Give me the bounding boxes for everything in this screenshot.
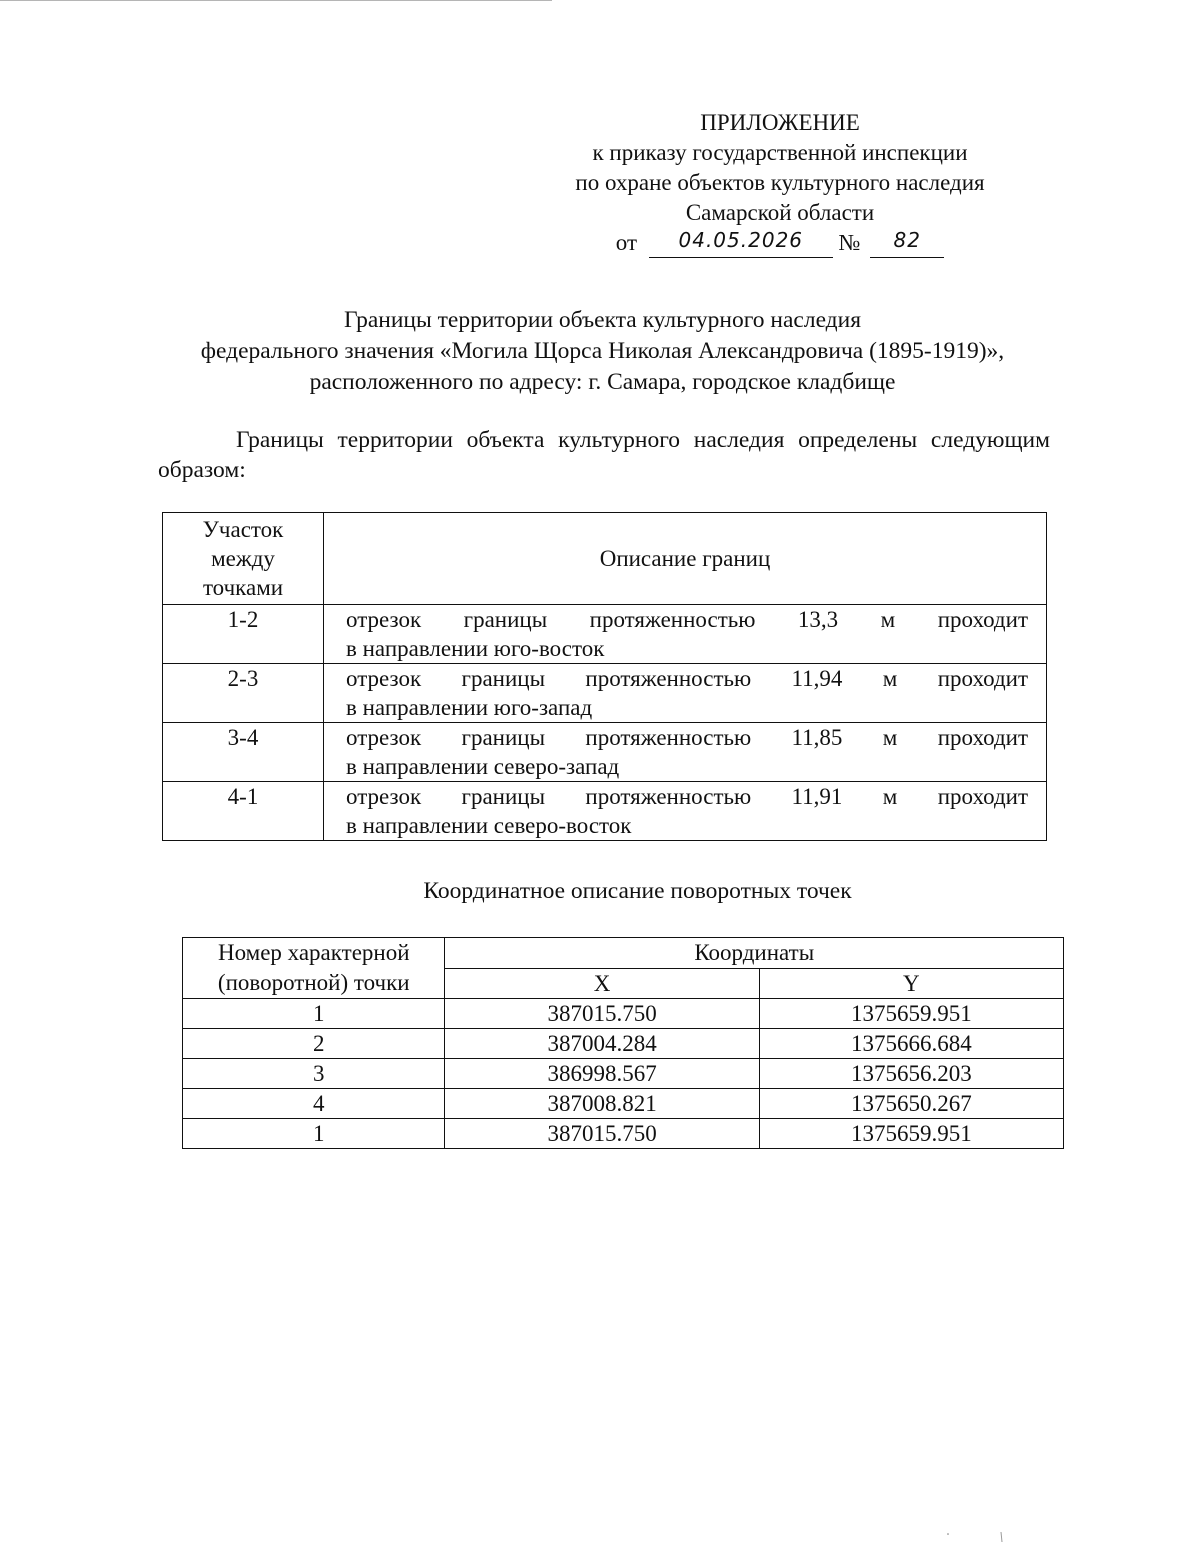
- segment-header-line-2: между: [211, 546, 275, 571]
- table-row: [183, 1089, 1064, 1119]
- x-cell: 387015.750: [445, 999, 759, 1029]
- appendix-line-2: по охране объектов культурного наследия: [575, 170, 985, 195]
- description-cell: [324, 782, 1047, 841]
- description-line-2: в направлении северо-восток: [346, 813, 632, 838]
- description-line-1: отрезок границы протяженностью 11,85 м проходит: [346, 725, 1028, 750]
- segment-header-line-3: точками: [202, 575, 284, 600]
- title-line-2: федерального значения «Могила Щорса Николая Александровича (1895-1919)»,: [200, 338, 1005, 364]
- description-line-1: отрезок границы протяженностью 13,3 м проходит: [346, 607, 1028, 632]
- y-cell: 1375656.203: [759, 1059, 1063, 1089]
- boundaries-table: [162, 512, 1047, 841]
- coordinates-header-row: [183, 938, 1064, 969]
- description-line-1: отрезок границы протяженностью 11,94 м проходит: [346, 666, 1028, 691]
- scan-specks: [940, 1528, 1020, 1548]
- coordinates-header: Координаты: [445, 938, 1064, 969]
- number-prefix: №: [838, 230, 861, 255]
- table-row: [163, 664, 1047, 723]
- title-line-3: расположенного по адресу: г. Самара, городское кладбище: [309, 369, 896, 395]
- speck-line: [1001, 1532, 1002, 1542]
- description-cell: [324, 605, 1047, 664]
- segment-cell: 4-1: [163, 782, 324, 841]
- description-line-2: в направлении юго-восток: [346, 636, 605, 661]
- point-cell: 1: [183, 1119, 445, 1149]
- segment-cell: 1-2: [163, 605, 324, 664]
- order-number-handwritten: 82: [893, 228, 921, 252]
- table-row: [183, 1119, 1064, 1149]
- intro-paragraph: Границы территории объекта культурного наследия определены следующим образом:: [158, 427, 1050, 483]
- description-cell: [324, 723, 1047, 782]
- segment-header: [163, 513, 324, 605]
- y-cell: 1375650.267: [759, 1089, 1063, 1119]
- y-cell: 1375666.684: [759, 1029, 1063, 1059]
- segment-header-line-1: Участок: [202, 517, 284, 542]
- table-row: [183, 1059, 1064, 1089]
- point-number-header: [183, 938, 445, 999]
- description-cell: [324, 664, 1047, 723]
- title-line-1: Границы территории объекта культурного наследия: [343, 307, 862, 333]
- order-date-handwritten: 04.05.2026: [678, 228, 804, 252]
- table-row: [183, 999, 1064, 1029]
- x-cell: 387015.750: [445, 1119, 759, 1149]
- table-row: [163, 723, 1047, 782]
- y-cell: 1375659.951: [759, 999, 1063, 1029]
- segment-cell: 2-3: [163, 664, 324, 723]
- y-cell: 1375659.951: [759, 1119, 1063, 1149]
- appendix-header: [520, 108, 1040, 258]
- date-prefix: от: [615, 230, 638, 255]
- appendix-line-3: Самарской области: [685, 200, 875, 225]
- boundaries-header-row: [163, 513, 1047, 605]
- table-row: [163, 605, 1047, 664]
- point-cell: 4: [183, 1089, 445, 1119]
- x-cell: 387008.821: [445, 1089, 759, 1119]
- appendix-line-1: к приказу государственной инспекции: [592, 140, 968, 165]
- x-cell: 386998.567: [445, 1059, 759, 1089]
- appendix-title: ПРИЛОЖЕНИЕ: [700, 110, 860, 135]
- order-date-field: [649, 229, 833, 258]
- document-title: [100, 305, 1105, 398]
- segment-cell: 3-4: [163, 723, 324, 782]
- speck-dot: [947, 1533, 949, 1535]
- y-header: Y: [759, 968, 1063, 999]
- x-header: X: [445, 968, 759, 999]
- point-cell: 3: [183, 1059, 445, 1089]
- description-header: Описание границ: [324, 513, 1047, 605]
- description-line-2: в направлении юго-запад: [346, 695, 593, 720]
- order-number-field: [870, 229, 944, 258]
- point-cell: 2: [183, 1029, 445, 1059]
- table-row: [183, 1029, 1064, 1059]
- x-cell: 387004.284: [445, 1029, 759, 1059]
- scan-edge-line: [0, 0, 552, 1]
- description-line-2: в направлении северо-запад: [346, 754, 620, 779]
- description-line-1: отрезок границы протяженностью 11,91 м проходит: [346, 784, 1028, 809]
- point-header-line-1: Номер характерной: [217, 940, 410, 965]
- coordinates-title: Координатное описание поворотных точек: [423, 878, 852, 904]
- coordinates-table: [182, 937, 1064, 1149]
- point-header-line-2: (поворотной) точки: [217, 970, 410, 995]
- point-cell: 1: [183, 999, 445, 1029]
- order-date-number: [520, 228, 1040, 258]
- table-row: [163, 782, 1047, 841]
